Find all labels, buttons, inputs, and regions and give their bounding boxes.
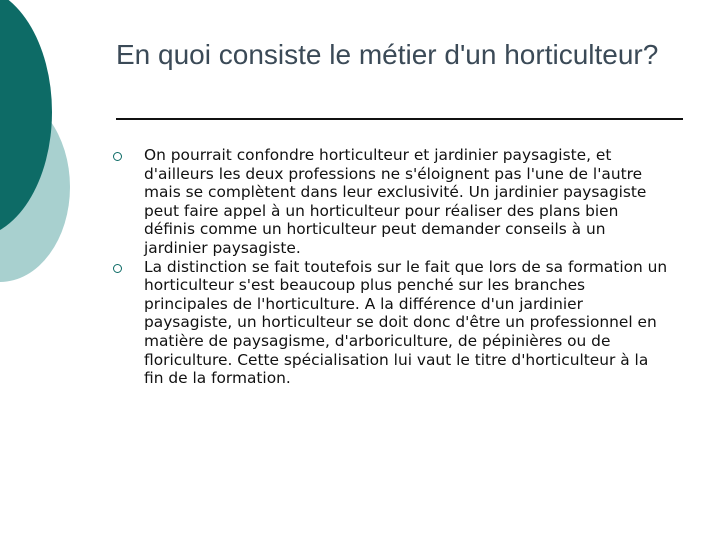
bullet-item — [112, 258, 672, 388]
title-divider — [116, 118, 683, 120]
bullet-list — [112, 146, 672, 388]
bullet-text: On pourrait confondre horticulteur et jardinier paysagiste, et d'ailleurs les deux professions ne s'éloignent pas l'une de l'autre mais se complètent dans leur exclusivité. Un jardinier paysagiste peut faire appel à un horticulteur pour réaliser des plans bien définis comme un horticulteur peut demander conseils à un jardinier paysagiste. — [144, 146, 647, 257]
bullet-circle-icon — [113, 152, 122, 161]
bullet-circle-icon — [113, 264, 122, 273]
bullet-item — [112, 146, 672, 258]
slide-title: En quoi consiste le métier d'un horticulteur? — [116, 39, 659, 70]
bullet-text: La distinction se fait toutefois sur le fait que lors de sa formation un horticulteur s'est beaucoup plus penché sur les branches principales de l'horticulture. A la différence d'un jardinier paysagiste, un horticulteur se doit donc d'être un professionnel en matière de paysagisme, d'arboriculture, de pépinières ou de floriculture. Cette spécialisation lui vaut le titre d'horticulteur à la fin de la formation. — [144, 257, 668, 388]
